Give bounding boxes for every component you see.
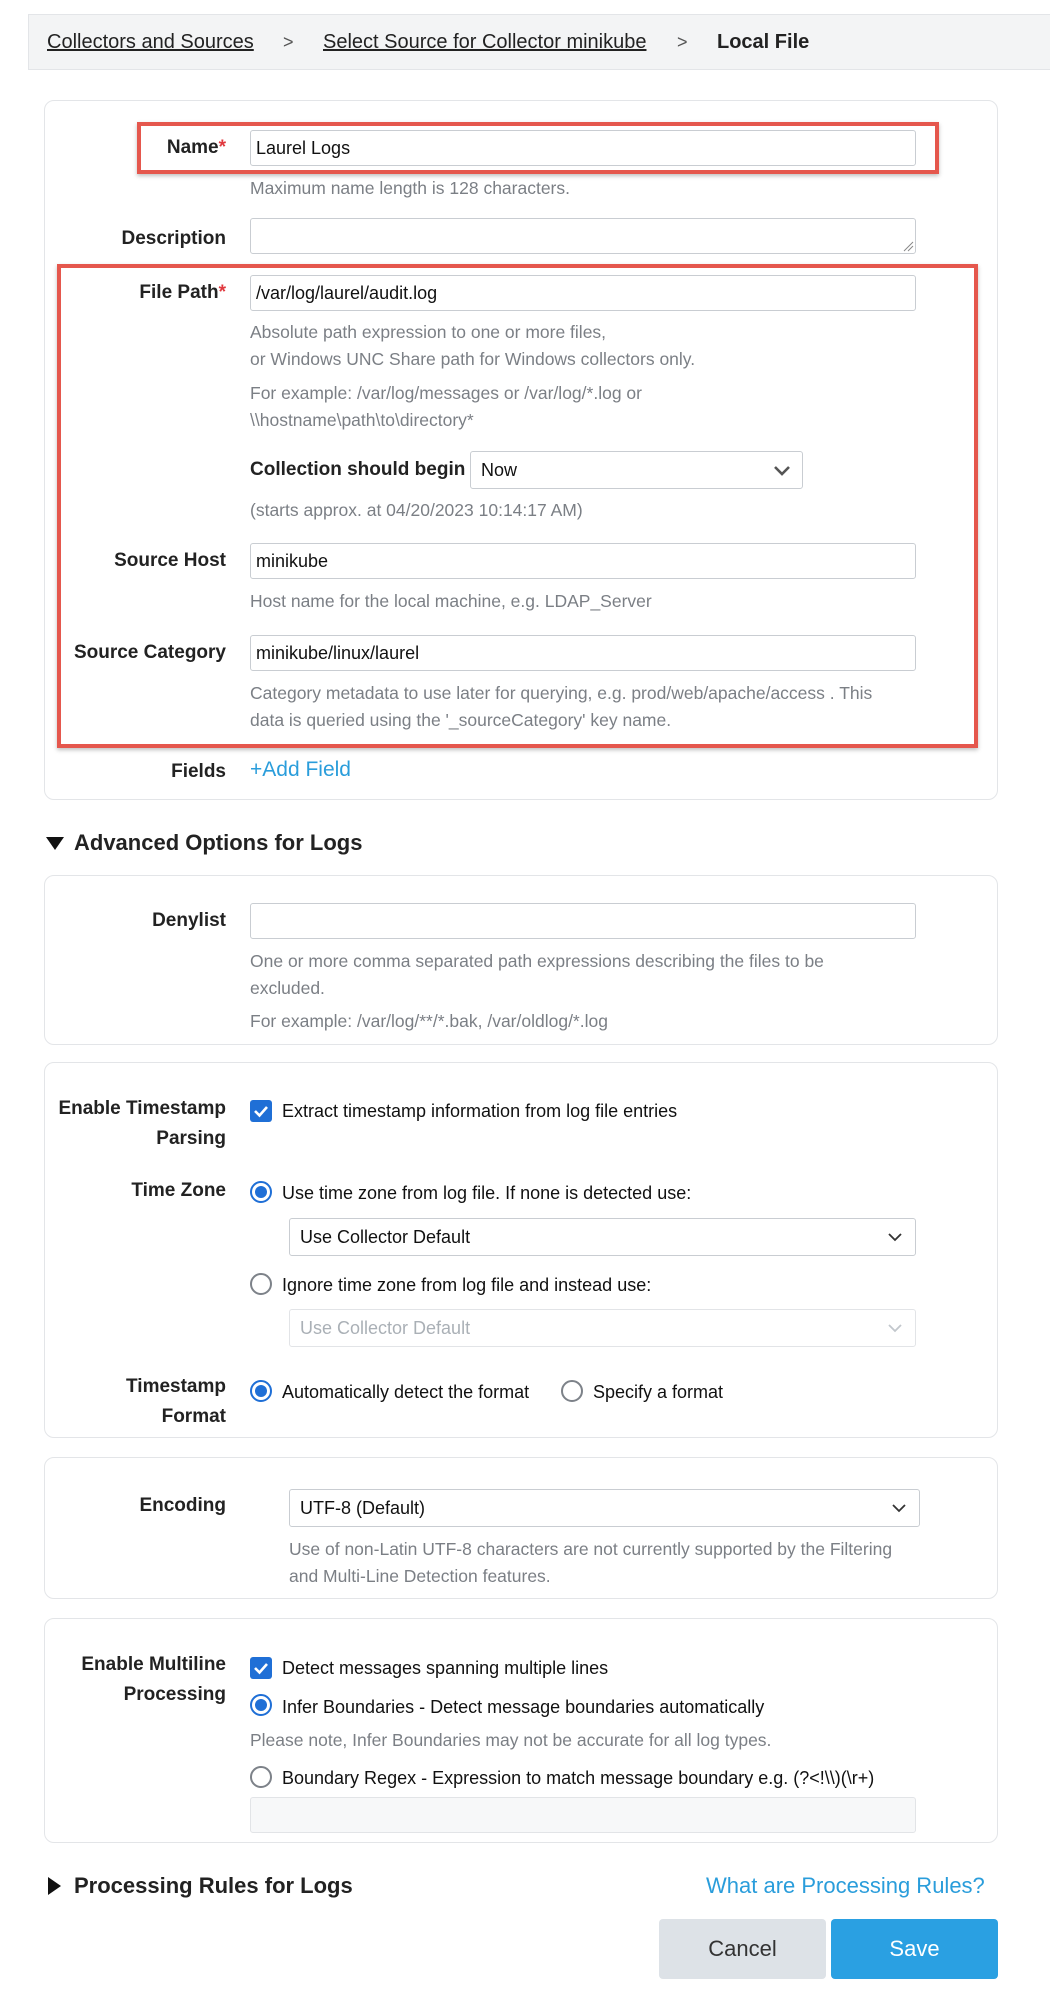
name-input[interactable]: Laurel Logs <box>250 130 916 166</box>
processing-rules-help-link[interactable]: What are Processing Rules? <box>706 1873 985 1898</box>
timestamp-specify-label: Specify a format <box>593 1382 724 1402</box>
source-host-label: Source Host <box>114 550 226 571</box>
denylist-input[interactable] <box>250 903 916 939</box>
timezone-default-select[interactable] <box>289 1218 916 1256</box>
breadcrumb-separator: > <box>677 32 688 52</box>
cancel-button[interactable]: Cancel <box>659 1919 826 1979</box>
timestamp-format-label: Timestamp Format <box>126 1376 226 1427</box>
file-path-example: \\hostname\path\to\directory* <box>250 410 474 430</box>
caret-right-icon[interactable] <box>48 1877 62 1895</box>
timezone-from-log-label: Use time zone from log file. If none is detected use: <box>282 1183 692 1203</box>
collection-begin-label: Collection should begin <box>250 459 466 480</box>
infer-boundaries-label: Infer Boundaries - Detect message boundaries automatically <box>282 1697 765 1717</box>
breadcrumb-current: Local File <box>717 31 810 53</box>
timezone-from-log-radio[interactable] <box>250 1181 272 1203</box>
source-category-input[interactable]: minikube/linux/laurel <box>250 635 916 671</box>
timestamp-parsing-checkbox[interactable] <box>250 1100 272 1122</box>
chevron-down-icon <box>889 1498 909 1518</box>
timezone-ignore-select[interactable] <box>289 1309 916 1347</box>
encoding-label: Encoding <box>139 1495 226 1516</box>
advanced-options-title[interactable]: Advanced Options for Logs <box>74 830 363 855</box>
name-label: Name* <box>166 137 226 158</box>
file-path-hint: Absolute path expression to one or more files, <box>250 322 607 342</box>
timezone-ignore-radio[interactable] <box>250 1273 272 1295</box>
file-path-hint: or Windows UNC Share path for Windows collectors only. <box>250 349 696 369</box>
infer-boundaries-radio[interactable] <box>250 1694 272 1716</box>
chevron-down-icon <box>772 460 792 480</box>
timestamp-specify-radio[interactable] <box>561 1380 583 1402</box>
description-textarea[interactable] <box>250 218 916 254</box>
time-zone-label: Time Zone <box>131 1180 226 1201</box>
multiline-checkbox[interactable] <box>250 1657 272 1679</box>
add-field-link[interactable]: +Add Field <box>250 758 351 781</box>
encoding-hint: Use of non-Latin UTF-8 characters are not currently supported by the Filtering <box>289 1539 893 1559</box>
timezone-default-value: Use Collector Default <box>300 1227 471 1247</box>
boundary-regex-input[interactable] <box>250 1797 916 1833</box>
name-hint: Maximum name length is 128 characters. <box>250 178 570 198</box>
resize-handle-icon[interactable] <box>902 240 914 252</box>
source-category-hint: data is queried using the '_sourceCategory' key name. <box>250 710 672 730</box>
breadcrumb <box>28 14 1050 70</box>
timezone-ignore-label: Ignore time zone from log file and instead use: <box>282 1275 652 1295</box>
denylist-hint: excluded. <box>250 978 325 998</box>
source-category-label: Source Category <box>73 642 226 663</box>
denylist-example: For example: /var/log/**/*.bak, /var/oldlog/*.log <box>250 1011 608 1031</box>
timezone-ignore-value: Use Collector Default <box>300 1318 471 1338</box>
collection-begin-select[interactable] <box>470 451 803 489</box>
boundary-regex-radio[interactable] <box>250 1766 272 1788</box>
multiline-detect-label: Detect messages spanning multiple lines <box>282 1658 609 1678</box>
checkmark-icon <box>252 1659 270 1677</box>
breadcrumb-collectors-link[interactable]: Collectors and Sources <box>47 31 254 53</box>
fields-label: Fields <box>171 761 226 782</box>
timestamp-parsing-label: Enable Timestamp Parsing <box>58 1098 226 1149</box>
infer-boundaries-note: Please note, Infer Boundaries may not be accurate for all log types. <box>250 1730 772 1750</box>
denylist-hint: One or more comma separated path expressions describing the files to be <box>250 951 824 971</box>
checkmark-icon <box>252 1102 270 1120</box>
timestamp-parsing-option: Extract timestamp information from log file entries <box>282 1101 678 1121</box>
source-host-input[interactable]: minikube <box>250 543 916 579</box>
timestamp-auto-detect-label: Automatically detect the format <box>282 1382 530 1402</box>
save-button[interactable]: Save <box>831 1919 998 1979</box>
source-host-hint: Host name for the local machine, e.g. LDAP_Server <box>250 591 652 611</box>
collection-begin-value: Now <box>481 460 518 480</box>
file-path-label: File Path* <box>139 282 226 303</box>
boundary-regex-label: Boundary Regex - Expression to match message boundary e.g. (?<!\\)(\r+) <box>282 1768 875 1788</box>
caret-down-icon[interactable] <box>46 837 64 851</box>
source-category-hint: Category metadata to use later for querying, e.g. prod/web/apache/access . This <box>250 683 873 703</box>
chevron-down-icon <box>885 1227 905 1247</box>
breadcrumb-separator: > <box>283 32 294 52</box>
file-path-input[interactable]: /var/log/laurel/audit.log <box>250 275 916 311</box>
denylist-label: Denylist <box>152 910 226 931</box>
file-path-example: For example: /var/log/messages or /var/log/*.log or <box>250 383 642 403</box>
encoding-value: UTF-8 (Default) <box>300 1498 426 1518</box>
processing-rules-title[interactable]: Processing Rules for Logs <box>74 1873 353 1898</box>
chevron-down-icon <box>885 1318 905 1338</box>
encoding-select[interactable] <box>289 1489 920 1527</box>
timestamp-auto-detect-radio[interactable] <box>250 1380 272 1402</box>
collection-begin-hint: (starts approx. at 04/20/2023 10:14:17 AM) <box>250 500 583 520</box>
breadcrumb-select-source-link[interactable]: Select Source for Collector minikube <box>323 31 647 53</box>
encoding-hint: and Multi-Line Detection features. <box>289 1566 551 1586</box>
multiline-label: Enable Multiline Processing <box>81 1654 226 1705</box>
description-label: Description <box>121 228 226 249</box>
